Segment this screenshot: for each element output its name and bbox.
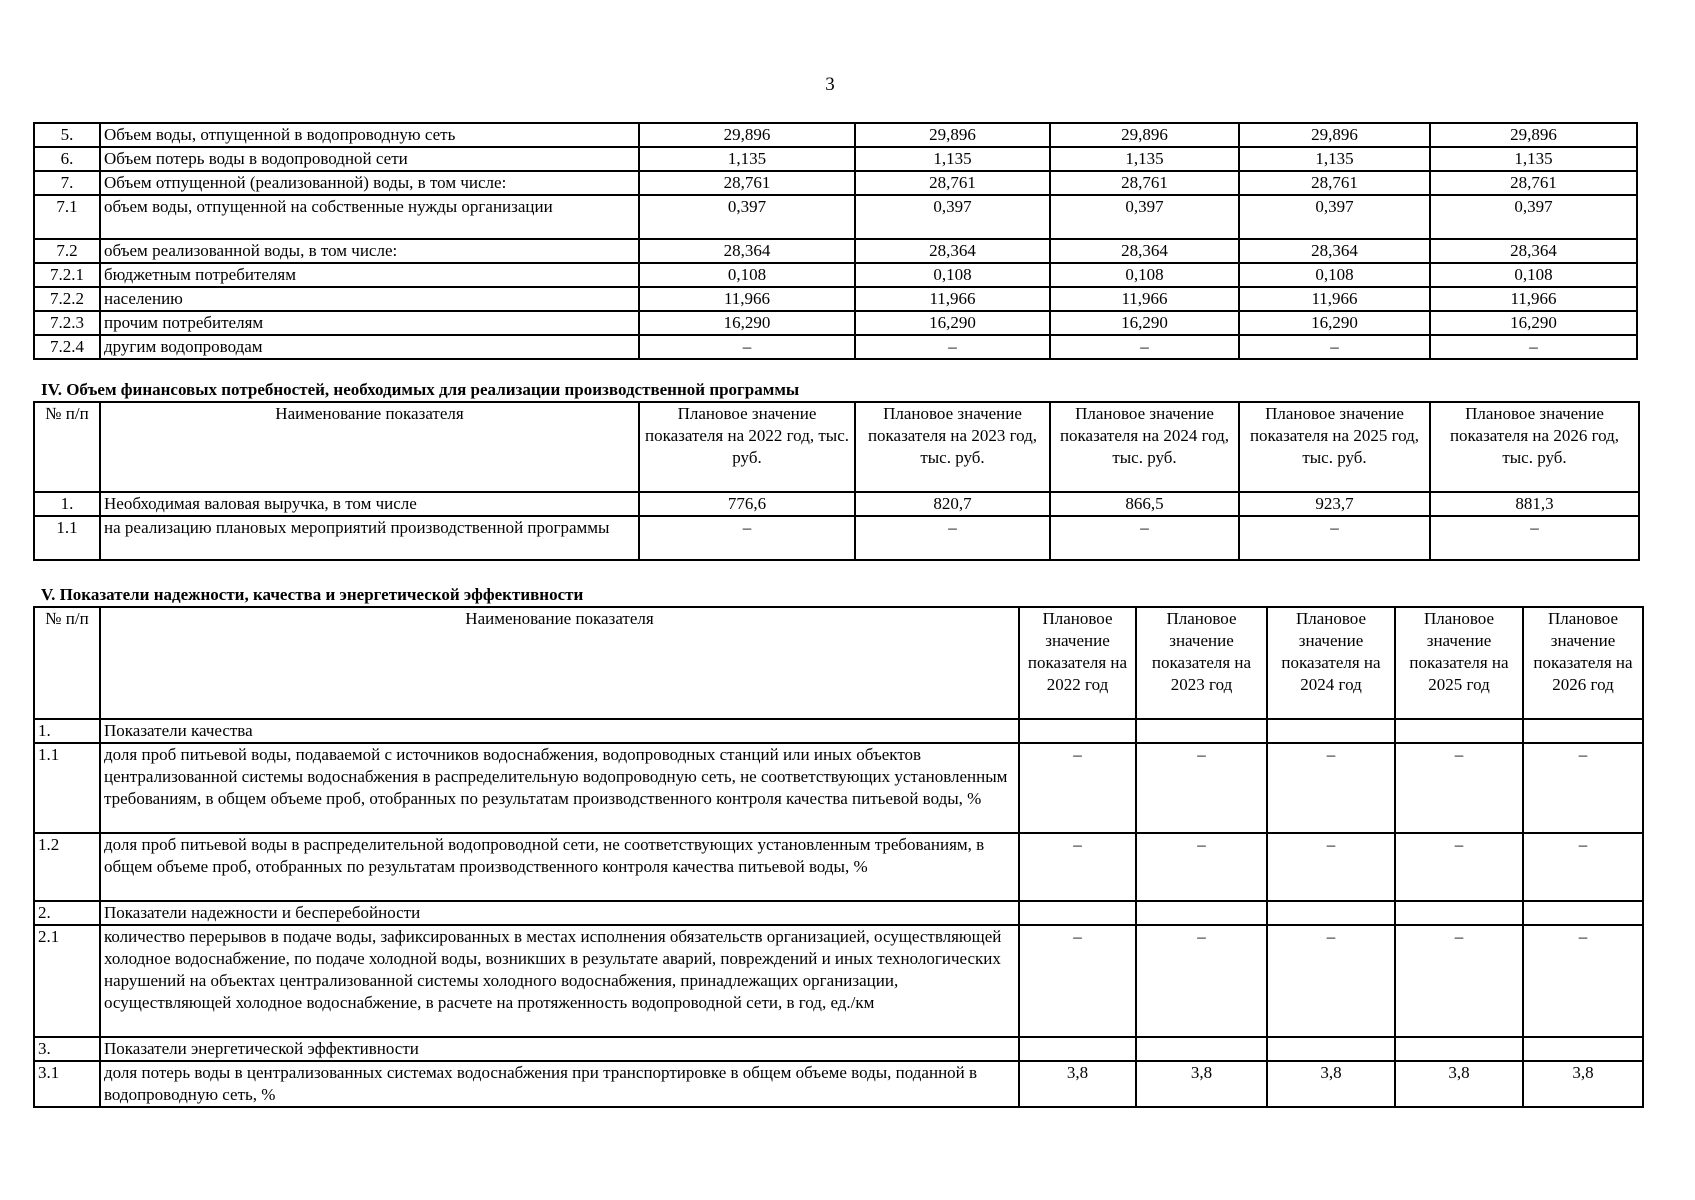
header-col-2024: Плановое значение показателя на 2024 год bbox=[1267, 607, 1395, 719]
row-indicator-name: Объем потерь воды в водопроводной сети bbox=[100, 147, 639, 171]
header-col-2026: Плановое значение показателя на 2026 год, тыс. руб. bbox=[1430, 402, 1639, 492]
row-value-2022: – bbox=[639, 335, 855, 359]
row-value-2025: 3,8 bbox=[1395, 1061, 1523, 1107]
row-value-2025: 0,397 bbox=[1239, 195, 1430, 239]
row-value-2023: 0,108 bbox=[855, 263, 1050, 287]
header-col-2022: Плановое значение показателя на 2022 год bbox=[1019, 607, 1136, 719]
row-value-2022 bbox=[1019, 1037, 1136, 1061]
row-value-2025 bbox=[1395, 1037, 1523, 1061]
row-value-2025: – bbox=[1239, 516, 1430, 560]
row-value-2026: – bbox=[1430, 335, 1637, 359]
row-indicator-name: доля проб питьевой воды в распределительной водопроводной сети, не соответствующих установленным требованиям, в общем объеме проб, отобранных по результатам производственного контроля качества питьевой воды, % bbox=[100, 833, 1019, 901]
header-num: № п/п bbox=[34, 607, 100, 719]
row-number: 3.1 bbox=[34, 1061, 100, 1107]
table-row bbox=[34, 171, 1637, 195]
row-value-2023 bbox=[1136, 1037, 1267, 1061]
row-value-2024: 0,108 bbox=[1050, 263, 1239, 287]
row-number: 5. bbox=[34, 123, 100, 147]
row-value-2023 bbox=[1136, 901, 1267, 925]
row-value-2026: 11,966 bbox=[1430, 287, 1637, 311]
row-value-2025: 16,290 bbox=[1239, 311, 1430, 335]
row-value-2023: 29,896 bbox=[855, 123, 1050, 147]
row-value-2026: 3,8 bbox=[1523, 1061, 1643, 1107]
row-value-2026: 1,135 bbox=[1430, 147, 1637, 171]
row-value-2024: 3,8 bbox=[1267, 1061, 1395, 1107]
section-5-heading: V. Показатели надежности, качества и энергетической эффективности bbox=[41, 585, 584, 604]
row-value-2023 bbox=[1136, 719, 1267, 743]
row-value-2023: 16,290 bbox=[855, 311, 1050, 335]
row-number: 2.1 bbox=[34, 925, 100, 1037]
table-row bbox=[34, 492, 1639, 516]
row-value-2024: 16,290 bbox=[1050, 311, 1239, 335]
row-number: 7.2.3 bbox=[34, 311, 100, 335]
row-value-2024: – bbox=[1050, 335, 1239, 359]
row-value-2026 bbox=[1523, 719, 1643, 743]
row-value-2024 bbox=[1267, 719, 1395, 743]
table-row bbox=[34, 743, 1643, 833]
row-value-2022: – bbox=[1019, 743, 1136, 833]
table-row bbox=[34, 833, 1643, 901]
row-value-2025: 28,761 bbox=[1239, 171, 1430, 195]
row-number: 1.1 bbox=[34, 516, 100, 560]
table-row bbox=[34, 147, 1637, 171]
row-value-2025 bbox=[1395, 901, 1523, 925]
row-value-2026 bbox=[1523, 1037, 1643, 1061]
row-number: 6. bbox=[34, 147, 100, 171]
row-value-2022: 1,135 bbox=[639, 147, 855, 171]
row-value-2025: 923,7 bbox=[1239, 492, 1430, 516]
header-col-2025: Плановое значение показателя на 2025 год bbox=[1395, 607, 1523, 719]
row-value-2025: 28,364 bbox=[1239, 239, 1430, 263]
header-name: Наименование показателя bbox=[100, 402, 639, 492]
header-num: № п/п bbox=[34, 402, 100, 492]
row-value-2022: 0,397 bbox=[639, 195, 855, 239]
row-value-2024: – bbox=[1050, 516, 1239, 560]
table-row bbox=[34, 239, 1637, 263]
header-col-2023: Плановое значение показателя на 2023 год, тыс. руб. bbox=[855, 402, 1050, 492]
row-value-2026: 0,108 bbox=[1430, 263, 1637, 287]
row-number: 7.2.4 bbox=[34, 335, 100, 359]
table-row bbox=[34, 263, 1637, 287]
row-value-2024: 29,896 bbox=[1050, 123, 1239, 147]
table-row bbox=[34, 335, 1637, 359]
row-indicator-name: населению bbox=[100, 287, 639, 311]
row-value-2026: 881,3 bbox=[1430, 492, 1639, 516]
header-name: Наименование показателя bbox=[100, 607, 1019, 719]
table-row bbox=[34, 195, 1637, 239]
table-row bbox=[34, 516, 1639, 560]
row-number: 7.2.2 bbox=[34, 287, 100, 311]
row-value-2024: – bbox=[1267, 925, 1395, 1037]
reliability-table-body bbox=[34, 719, 1643, 1107]
row-value-2026: – bbox=[1523, 925, 1643, 1037]
row-value-2023: 3,8 bbox=[1136, 1061, 1267, 1107]
row-indicator-name: другим водопроводам bbox=[100, 335, 639, 359]
row-value-2023: 11,966 bbox=[855, 287, 1050, 311]
financial-needs-header-row bbox=[34, 402, 1639, 492]
row-number: 7.2.1 bbox=[34, 263, 100, 287]
row-value-2024 bbox=[1267, 901, 1395, 925]
row-value-2023: 820,7 bbox=[855, 492, 1050, 516]
row-value-2024: 1,135 bbox=[1050, 147, 1239, 171]
row-indicator-name: доля потерь воды в централизованных системах водоснабжения при транспортировке в общем объеме воды, поданной в водопроводную сеть, % bbox=[100, 1061, 1019, 1107]
row-value-2026 bbox=[1523, 901, 1643, 925]
page-number: 3 bbox=[825, 74, 835, 95]
row-indicator-name: объем реализованной воды, в том числе: bbox=[100, 239, 639, 263]
row-value-2025: 11,966 bbox=[1239, 287, 1430, 311]
row-number: 3. bbox=[34, 1037, 100, 1061]
row-value-2022: 16,290 bbox=[639, 311, 855, 335]
row-indicator-name: Необходимая валовая выручка, в том числе bbox=[100, 492, 639, 516]
row-value-2022 bbox=[1019, 719, 1136, 743]
row-value-2025: 29,896 bbox=[1239, 123, 1430, 147]
row-indicator-name: Объем воды, отпущенной в водопроводную сеть bbox=[100, 123, 639, 147]
row-value-2023: – bbox=[855, 335, 1050, 359]
table-row bbox=[34, 1037, 1643, 1061]
table-row bbox=[34, 123, 1637, 147]
row-value-2024: 28,364 bbox=[1050, 239, 1239, 263]
header-col-2026: Плановое значение показателя на 2026 год bbox=[1523, 607, 1643, 719]
row-indicator-name: объем воды, отпущенной на собственные нужды организации bbox=[100, 195, 639, 239]
row-value-2022: – bbox=[639, 516, 855, 560]
row-indicator-name: Показатели надежности и бесперебойности bbox=[100, 901, 1019, 925]
row-value-2025: – bbox=[1395, 833, 1523, 901]
reliability-header-row bbox=[34, 607, 1643, 719]
row-value-2023: – bbox=[1136, 925, 1267, 1037]
row-value-2023: – bbox=[855, 516, 1050, 560]
row-value-2024: 866,5 bbox=[1050, 492, 1239, 516]
row-number: 1.2 bbox=[34, 833, 100, 901]
table-row bbox=[34, 719, 1643, 743]
row-value-2022: – bbox=[1019, 925, 1136, 1037]
row-value-2026: – bbox=[1430, 516, 1639, 560]
table-row bbox=[34, 901, 1643, 925]
row-value-2023: 28,761 bbox=[855, 171, 1050, 195]
row-indicator-name: бюджетным потребителям bbox=[100, 263, 639, 287]
row-number: 1. bbox=[34, 719, 100, 743]
row-indicator-name: Показатели качества bbox=[100, 719, 1019, 743]
row-value-2024: – bbox=[1267, 743, 1395, 833]
row-value-2022: 29,896 bbox=[639, 123, 855, 147]
financial-needs-table bbox=[33, 401, 1640, 561]
row-value-2026: 29,896 bbox=[1430, 123, 1637, 147]
header-col-2025: Плановое значение показателя на 2025 год, тыс. руб. bbox=[1239, 402, 1430, 492]
row-indicator-name: Показатели энергетической эффективности bbox=[100, 1037, 1019, 1061]
row-number: 2. bbox=[34, 901, 100, 925]
header-col-2023: Плановое значение показателя на 2023 год bbox=[1136, 607, 1267, 719]
row-value-2026: 28,761 bbox=[1430, 171, 1637, 195]
row-indicator-name: доля проб питьевой воды, подаваемой с источников водоснабжения, водопроводных станций или иных объектов централизованной системы водоснабжения в распределительную водопроводную сеть, не соответствующих установленным требованиям, в общем объеме проб, отобранных по результатам производственного контроля качества питьевой воды, % bbox=[100, 743, 1019, 833]
row-value-2023: – bbox=[1136, 743, 1267, 833]
row-value-2026: 16,290 bbox=[1430, 311, 1637, 335]
row-indicator-name: Объем отпущенной (реализованной) воды, в том числе: bbox=[100, 171, 639, 195]
row-value-2025: – bbox=[1395, 925, 1523, 1037]
row-value-2026: 28,364 bbox=[1430, 239, 1637, 263]
row-number: 7. bbox=[34, 171, 100, 195]
row-value-2022: 28,364 bbox=[639, 239, 855, 263]
row-value-2024 bbox=[1267, 1037, 1395, 1061]
financial-needs-table-body bbox=[34, 492, 1639, 560]
row-value-2026: – bbox=[1523, 833, 1643, 901]
row-number: 1. bbox=[34, 492, 100, 516]
row-value-2026: – bbox=[1523, 743, 1643, 833]
row-value-2023: 28,364 bbox=[855, 239, 1050, 263]
water-volume-table bbox=[33, 122, 1638, 360]
header-col-2022: Плановое значение показателя на 2022 год, тыс. руб. bbox=[639, 402, 855, 492]
row-value-2025: – bbox=[1395, 743, 1523, 833]
row-value-2026: 0,397 bbox=[1430, 195, 1637, 239]
row-indicator-name: на реализацию плановых мероприятий производственной программы bbox=[100, 516, 639, 560]
row-value-2025 bbox=[1395, 719, 1523, 743]
row-value-2024: – bbox=[1267, 833, 1395, 901]
reliability-quality-table bbox=[33, 606, 1644, 1108]
row-value-2023: 0,397 bbox=[855, 195, 1050, 239]
row-number: 7.2 bbox=[34, 239, 100, 263]
row-value-2022: 3,8 bbox=[1019, 1061, 1136, 1107]
row-indicator-name: прочим потребителям bbox=[100, 311, 639, 335]
row-value-2022 bbox=[1019, 901, 1136, 925]
row-value-2022: 0,108 bbox=[639, 263, 855, 287]
row-value-2022: 776,6 bbox=[639, 492, 855, 516]
row-value-2025: 0,108 bbox=[1239, 263, 1430, 287]
header-col-2024: Плановое значение показателя на 2024 год, тыс. руб. bbox=[1050, 402, 1239, 492]
section-4-heading: IV. Объем финансовых потребностей, необходимых для реализации производственной программы bbox=[41, 380, 800, 399]
row-number: 1.1 bbox=[34, 743, 100, 833]
row-value-2022: 11,966 bbox=[639, 287, 855, 311]
row-value-2025: 1,135 bbox=[1239, 147, 1430, 171]
row-value-2023: 1,135 bbox=[855, 147, 1050, 171]
row-value-2023: – bbox=[1136, 833, 1267, 901]
row-value-2024: 11,966 bbox=[1050, 287, 1239, 311]
table-row bbox=[34, 1061, 1643, 1107]
table-row bbox=[34, 925, 1643, 1037]
row-value-2025: – bbox=[1239, 335, 1430, 359]
row-value-2022: 28,761 bbox=[639, 171, 855, 195]
row-indicator-name: количество перерывов в подаче воды, зафиксированных в местах исполнения обязательств организацией, осуществляющей холодное водоснабжение, по подаче холодной воды, возникших в результате аварий, повреждений и иных технологических нарушений на объектах централизованной системы холодного водоснабжения, принадлежащих организации, осуществляющей холодное водоснабжение, в расчете на протяженность водопроводной сети, в год, ед./км bbox=[100, 925, 1019, 1037]
row-number: 7.1 bbox=[34, 195, 100, 239]
row-value-2024: 0,397 bbox=[1050, 195, 1239, 239]
table-row bbox=[34, 311, 1637, 335]
row-value-2024: 28,761 bbox=[1050, 171, 1239, 195]
table-row bbox=[34, 287, 1637, 311]
water-volume-table-body bbox=[34, 123, 1637, 359]
row-value-2022: – bbox=[1019, 833, 1136, 901]
